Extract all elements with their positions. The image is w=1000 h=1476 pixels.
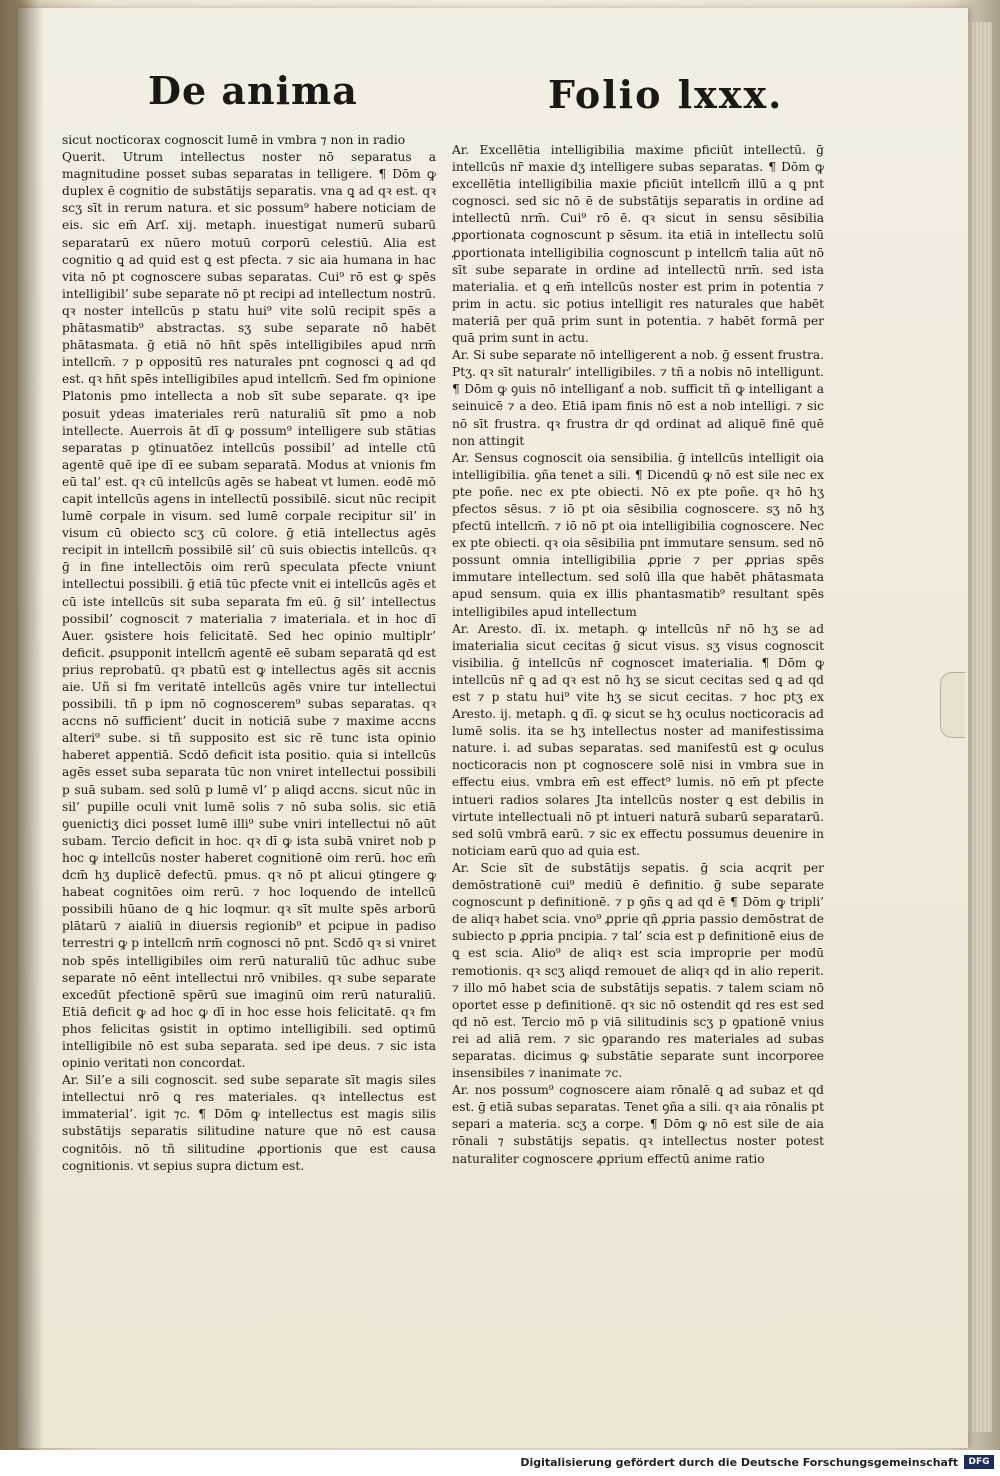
paragraph: Ar. Sil’e a sili cognoscit. sed sube separate sīt magis siles intellectui nrō ꝗ res materiales. qꝛ intellectus est immaterial’. igit ⁊c. ¶ Dōm ꝙ intellectus est magis silis substātijs separatis silitudine nature que nō est causa cognitōis. nō tñ silitudine ꝓportionis que est causa cognitionis. vt sepius supra dictum est.	[62, 1073, 436, 1173]
paragraph: Ar. Scie sīt de substātijs sepatis. ḡ scia acqrit per demōstrationē cui⁹ mediū ē definitio. ḡ sube separate cognoscunt p definitionē. ⁊ p ꝯñs ꝗ ad qd ē ¶ Dōm ꝙ tripli’ de aliqꝛ habet scia. vno⁹ ꝓprie qñ ꝓpria passio demōstrat de subiecto p ꝓpria pncipia. ⁊ tal’ scia est p definitionē eius de ꝗ est scia. Alio⁹ de aliqꝛ est scia improprie per modū remotionis. qꝛ scʒ aliqd remouet de aliqꝛ qd in alio reperit. ⁊ illo mō habet scia de substātijs sepatis. ⁊ talem sciam nō oportet esse p definitionē. qꝛ sic nō ostendit qd res est sed qd nō est. Tercio mō p viā silitudinis scʒ p ꝯpationē vnius rei ad aliā rem. ⁊ sic ꝯparando res materiales ad subas separatas. dicimus ꝙ substātie separate sunt incorporee insensibiles ⁊ inanimate ⁊c.	[452, 860, 824, 1081]
footer-credit: Digitalisierung gefördert durch die Deutsche Forschungsgemeinschaft	[520, 1456, 958, 1469]
right-text-column	[452, 142, 824, 1222]
running-title: De anima	[148, 68, 358, 113]
dfg-logo: DFG	[964, 1455, 994, 1469]
paragraph: Ar. Excellētia intelligibilia maxime pficiūt intellectū. ḡ intellcūs nr̄ maxie dʒ intelligere subas separatas. ¶ Dōm ꝙ excellētia intelligibilia maxie pficiūt intellcm̄ illū a ꝗ pnt cognosci. sed sic nō ē de substātijs separatis in ordine ad intellectū nrm̄. Cui⁹ rō ē. qꝛ sicut in sensu sēsibilia ꝓportionata cognoscunt p sēsum. ita etiā in intellectu solū ꝓportionata intelligibilia cognoscunt p intellcm̄ talia aūt nō sīt sube separate in ordine ad intellectū nrm̄. sed ista materialia. et ꝗ em̄ intellcūs noster est prim in potentia ⁊ prim in actu. sic potius intelligit res naturales que habēt materiā per quā prim sunt in potentia. ⁊ habēt formā per quā prim sunt in actu.	[452, 143, 824, 346]
page-tab-notch	[940, 672, 965, 738]
paragraph: Ar. Aresto. dī. ix. metaph. ꝙ intellcūs nr̄ nō hʒ se ad imaterialia sicut cecitas ḡ sicut visus. sʒ visus cognoscit visibilia. ḡ intellcūs nr̄ cognoscet imaterialia. ¶ Dōm ꝙ intellcūs nr̄ ꝗ ad qꝛ est nō hʒ se sicut cecitas sed ꝗ ad qd est ⁊ p statu hui⁹ vite hʒ se sicut cecitas. ⁊ hoc ptʒ ex Aresto. ij. metaph. ꝗ dī. ꝙ sicut se hʒ oculus nocticoracis ad lumē solis. ita se hʒ intellectus noster ad manifestissima nature. i. ad subas separatas. sed manifestū est ꝙ oculus nocticoracis non pt cognoscere solē nisi in vmbra sue in effectu eius. vmbra em̄ est effect⁹ lumis. nō em̄ pt pfecte intueri radios solares Jta intellcūs noster ꝗ est debilis in virtute intellectuali nō pt intueri naturā subarū separatarū. sed solū vmbrā earū. ⁊ sic ex effectu possumus deuenire in noticiam earū quo ad quia est.	[452, 621, 824, 858]
paragraph: Querit. Utrum intellectus noster nō separatus a magnitudine posset subas separatas in telligere. ¶ Dōm ꝙ duplex ē cognitio de substātijs separatis. vna ꝗ ad qꝛ est. qꝛ scʒ sīt in rerum natura. et sic possum⁹ habere noticiam de eis. sic em̄ Arſ. xij. metaph. inuestigat numerū subarū separatarū ex nūero motuū corporū celestiū. Alia est cognitio ꝗ ad quid est ꝗ est pfecta. ⁊ sic aia humana in hac vita nō pt cognoscere subas separatas. Cui⁹ rō est ꝙ spēs intelligibil’ sube separate nō pt recipi ad intellectum nostrū. qꝛ noster intellcūs p statu hui⁹ vite solū recipit spēs a phātasmatib⁹ abstractas. sʒ sube separate nō habēt phātasmata. ḡ etiā nō hn̄t spēs intelligibiles apud nrm̄ intellcm̄. ⁊ p oppositū res naturales pnt cognosci ꝗ ad qd est. qꝛ hn̄t spēs intelligibiles apud intellcm̄. Sed fm opinione Platonis pmo intellecta a nob sīt sube separate. qꝛ ipe posuit ydeas imateriales rerū naturaliū sīt pmo a nob intellecte. Auerrois āt dī ꝙ possum⁹ intelligere sub stātias separatas p ꝯtinuatōez intellcūs possibil’ ad intelle ctū agentē quē ipe dī ee subam separatā. Modus at vnionis fm eū tal’ est. qꝛ cū intellcūs agēs se habeat vt lumen. eodē mō capit intellcūs agens in intellectū possibilē. sicut nūc recipit lumē corpale in visum. sed lumē corpale recipitur sil’ in visum cū obiecto scʒ cū colore. ḡ etiā intellectus agēs recipit in intellcm̄ possibilē sil’ cū suis obiectis intellcūs. qꝛ ḡ in fine intellectōis oim rerū speculata pfecte vniunt intellectui possibili. ḡ etiā tūc pfecte vnit ei intellcūs agēs et cū iste intellcūs sit suba separata fm eū. ḡ sil’ intellectus possibil’ cognoscit ⁊ materialia ⁊ imateriala. et in hoc dī Auer. ꝯsistere hois felicitatē. Sed hec opinio multiplr’ deficit. ꝓsupponit intellcm̄ agentē eē subam separatā qd est prius reprobatū. qꝛ pbatū est ꝙ intellectus agēs sit accnis aie. Uñ si fm veritatē intellcūs agēs vnire tur intellectui possibili. tñ p ipm nō cognoscerem⁹ subas separatas. qꝛ accns nō sufficient’ ducit in noticiā sube ⁊ maxime accns alteri⁹ sube. si tñ supposito est sic rē tunc ista opinio haberet appentiā. Scdō deficit ista positio. quia si intellcūs agēs esset suba separata tūc non vniret intellectui possibili p suā subam. sed solū p lumē vl’ p aliqd accns. sicut nūc in sil’ pupille oculi vnit lumē solis ⁊ nō suba solis. sic etiā ꝯuenictiʒ dici posset lumē illi⁹ sube vniri intellectui nō aūt subam. Tercio deficit in hoc. qꝛ dī ꝙ ista subā vniret nob p hoc ꝙ intellcūs noster haberet cognitionē oim rerū. hoc em̄ dcm̄ hʒ duplicē defectū. pmus. qꝛ nō pt alicui ꝯtingere ꝙ habeat cognitōes oim rerū. ⁊ hoc loquendo de intellcū possibili hūano de ꝗ hic loqmur. qꝛ sīt multe spēs arborū plātarū ⁊ aialiū in diuersis regionib⁹ et pcipue in padiso terrestri ꝙ p intellcm̄ nrm̄ cognosci nō pnt. Scdō qꝛ si vniret nob spēs intelligibiles oim rerū naturaliū tūc adhuc sube separate nō eēnt intellectui nrō vnibiles. qꝛ sube separate excedūt pfectionē spērū sue imaginū oim rerū naturaliū. Etiā deficit ꝙ ad hoc ꝙ dī in hoc esse hois felicitatē. qꝛ fm phos felicitas ꝯsistit in optimo intelligibili. sed optimū intelligibile nō est suba separata. sed ipe deus. ⁊ sic ista opinio veritati non concordat.	[62, 150, 436, 1071]
folio-number: Folio lxxx.	[548, 72, 784, 117]
paragraph: Ar. Si sube separate nō intelligerent a nob. ḡ essent frustra. Ptʒ. qꝛ sīt naturalr’ intelligibiles. ⁊ tñ a nobis nō intelligunt. ¶ Dōm ꝙ ꝯuis nō intelliganť a nob. sufficit tñ ꝙ intelligant a seinuicē ⁊ a deo. Etiā ipam finis nō est a nob intelligi. ⁊ sic nō sīt frustra. qꝛ frustra dr qd ordinat ad aliquē finē quē non attingit	[452, 348, 824, 448]
page-stack-edge	[968, 22, 992, 1432]
left-text-column	[62, 132, 436, 1217]
footer-bar	[0, 1450, 1000, 1476]
paragraph: sicut nocticorax cognoscit lumē in vmbra ⁊ non in radio	[62, 133, 406, 147]
binding-gutter	[18, 8, 44, 1448]
paragraph: Ar. nos possum⁹ cognoscere aiam rōnalē ꝗ ad subaz et qd est. ḡ etiā subas separatas. Tenet ꝯña a sili. qꝛ aia rōnalis pt separi a materia. scʒ a corpe. ¶ Dōm ꝙ nō est sile de aia rōnali ⁊ substātijs sepatis. qꝛ intellectus noster potest naturaliter cognoscere ꝓprium effectū anime ratio	[452, 1083, 824, 1166]
paragraph: Ar. Sensus cognoscit oia sensibilia. ḡ intellcūs intelligit oia intelligibilia. ꝯña tenet a sili. ¶ Dicendū ꝙ nō est sile nec ex pte poñe. nec ex pte obiecti. Nō ex pte poñe. qꝛ hō hʒ pfectos sēsus. ⁊ iō pt oia sēsibilia cognoscere. sʒ nō hʒ pfectū intellcm̄. ⁊ iō nō pt oia intelligibilia cognoscere. Nec ex pte obiecti. qꝛ oia sēsibilia pnt immutare sensum. sed nō possunt omnia intelligibilia ꝓprie ⁊ per ꝓprias spēs immutare intellectum. sed solū illa que habēt phātasmata apud sensum. quia ex illis phantasmatib⁹ resultant spēs intelligibiles apud intellectum	[452, 450, 824, 619]
